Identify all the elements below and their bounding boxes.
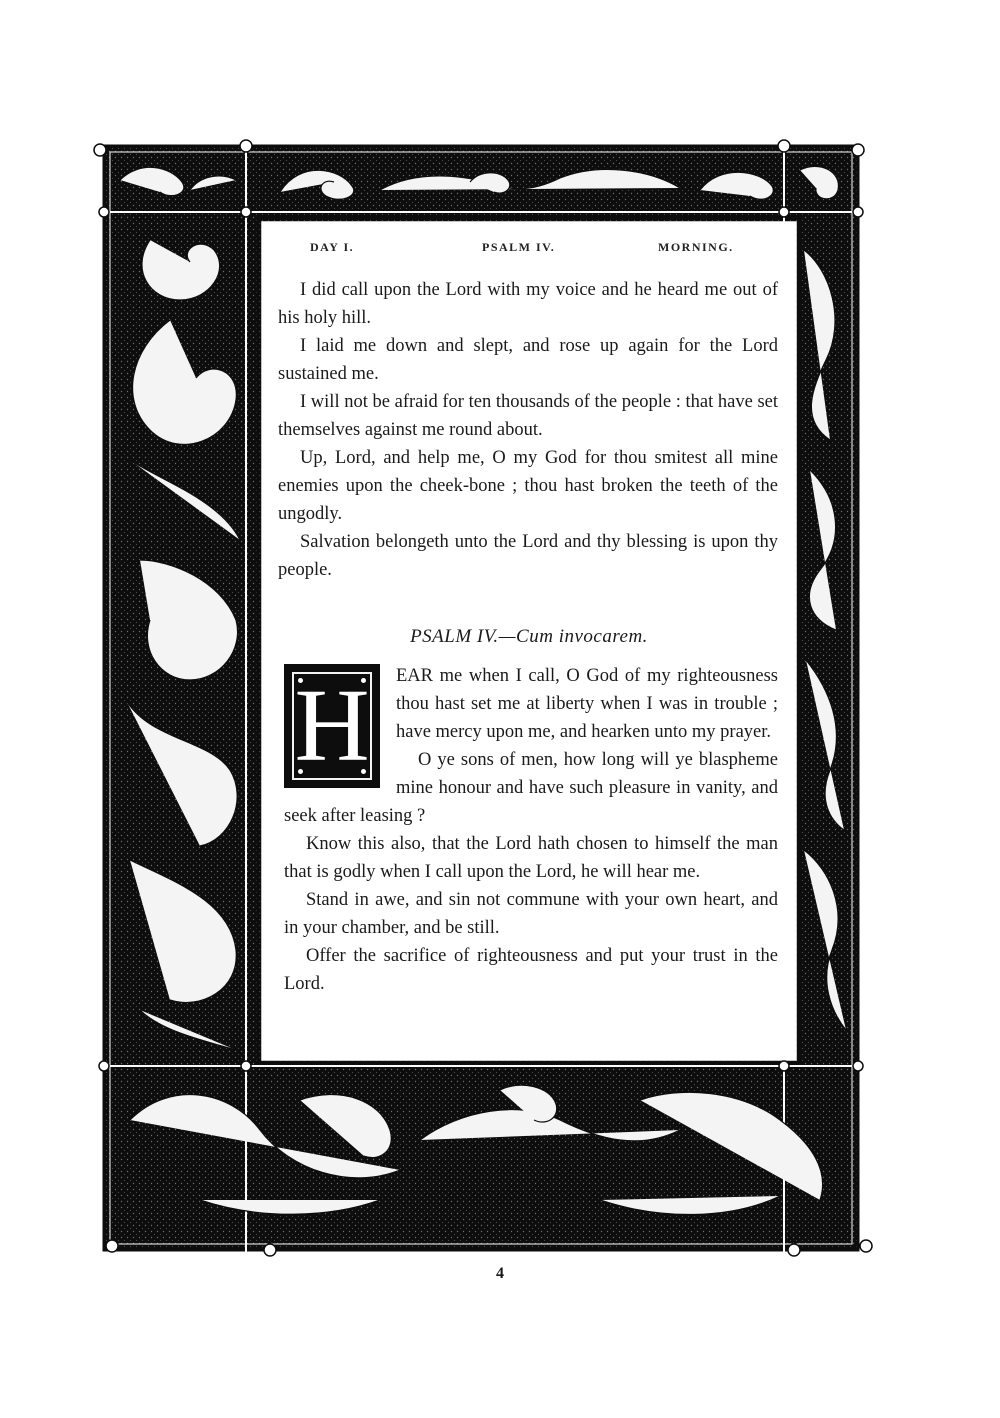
running-head [262, 240, 796, 260]
running-head-day: DAY I. [310, 240, 355, 254]
psalm-body [284, 662, 778, 998]
illuminated-initial [284, 664, 380, 788]
text-panel [262, 222, 796, 1060]
verse: Offer the sacrifice of righteousness and put your trust in the Lord. [284, 946, 778, 994]
verse: Salvation belongeth unto the Lord and thy blessing is upon thy people. [278, 532, 778, 580]
dropcap-letter: H [294, 668, 370, 783]
psalm-title: PSALM IV.—Cum invocarem. [410, 626, 648, 647]
verse: I did call upon the Lord with my voice and he heard me out of his holy hill. [278, 280, 778, 328]
verse: Up, Lord, and help me, O my God for thou smitest all mine enemies upon the cheek-bone ; thou hast broken the teeth of the ungodly. [278, 448, 778, 524]
preceding-psalm-text [278, 276, 778, 584]
verse: Know this also, that the Lord hath chosen to himself the man that is godly when I call upon the Lord, he will hear me. [284, 834, 778, 882]
running-head-time: MORNING. [658, 240, 734, 254]
verse: Stand in awe, and sin not commune with your own heart, and in your chamber, and be still. [284, 890, 778, 938]
verse: I will not be afraid for ten thousands of the people : that have set themselves against me round about. [278, 392, 778, 440]
verse: I laid me down and slept, and rose up again for the Lord sustained me. [278, 336, 778, 384]
page-number: 4 [496, 1265, 504, 1282]
verse: O ye sons of men, how long will ye blaspheme mine honour and have such pleasure in vanity, and seek after leasing ? [284, 750, 778, 826]
verse: EAR me when I call, O God of my righteousness thou hast set me at liberty when I was in trouble ; have mercy upon me, and hearken unto my prayer. [396, 666, 778, 742]
running-head-psalm: PSALM IV. [482, 240, 556, 254]
